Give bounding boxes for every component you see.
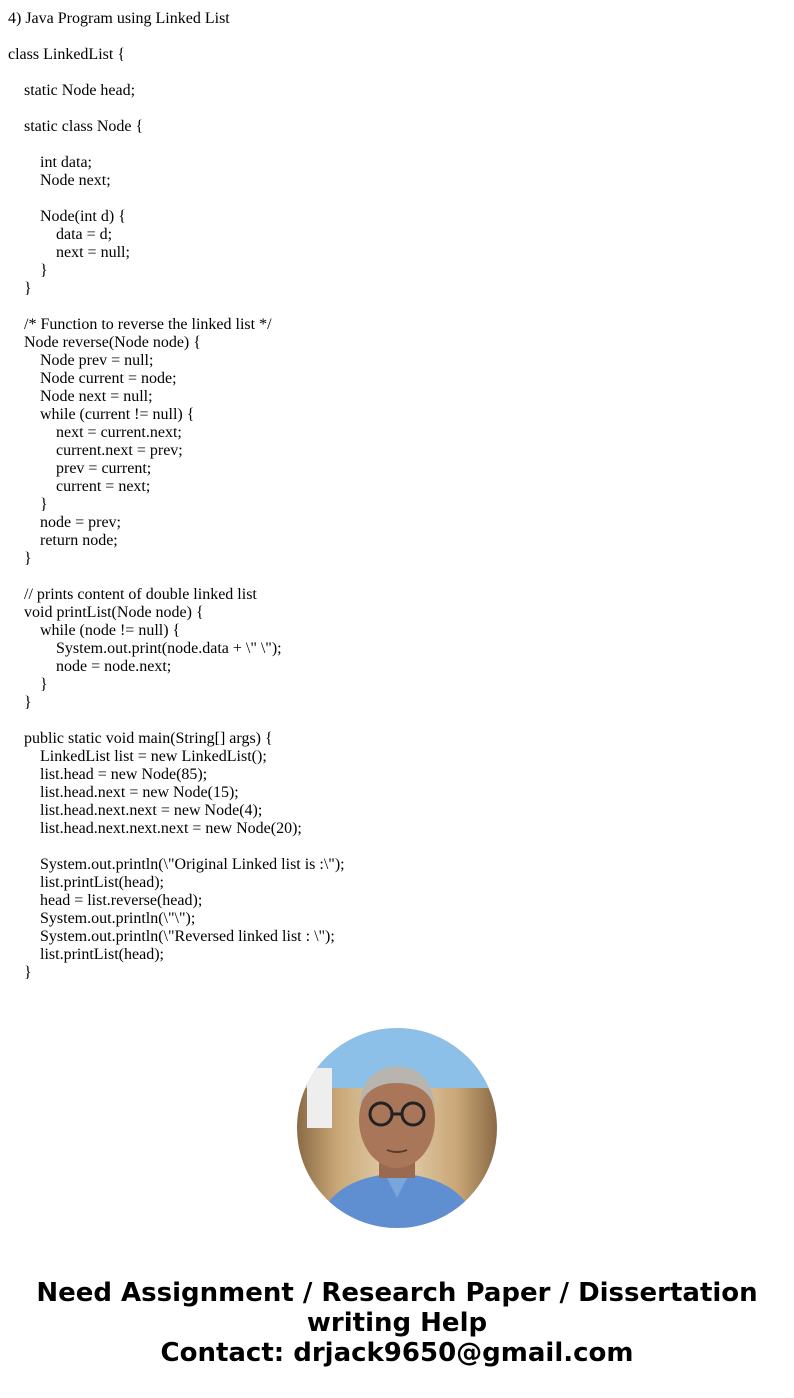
code-line: next = null; [56, 244, 130, 261]
code-line: head = list.reverse(head); [40, 892, 203, 909]
footer-contact [0, 1278, 794, 1368]
code-line: next = current.next; [56, 424, 182, 441]
footer-line-1: Need Assignment / Research Paper / Dissertation [36, 1278, 758, 1308]
code-line: class LinkedList { [8, 46, 125, 63]
code-line: System.out.print(node.data + \" \"); [56, 640, 282, 657]
code-line: list.printList(head); [40, 946, 164, 963]
code-line: Node reverse(Node node) { [24, 334, 201, 351]
code-line: list.head = new Node(85); [40, 766, 208, 783]
code-line: static class Node { [24, 118, 144, 135]
code-line: } [24, 964, 32, 981]
code-line: LinkedList list = new LinkedList(); [40, 748, 267, 765]
code-line: System.out.println(\"Reversed linked list : \"); [40, 928, 335, 945]
code-line: return node; [40, 532, 118, 549]
code-line: Node next; [40, 172, 111, 189]
code-line: } [40, 262, 48, 279]
footer-contact-email: Contact: drjack9650@gmail.com [160, 1338, 634, 1368]
code-line: current.next = prev; [56, 442, 183, 459]
code-line: list.printList(head); [40, 874, 164, 891]
code-line: public static void main(String[] args) { [24, 730, 273, 747]
code-line: prev = current; [56, 460, 152, 477]
code-line: } [24, 694, 32, 711]
code-line: list.head.next.next = new Node(4); [40, 802, 263, 819]
code-line [8, 136, 345, 154]
heading: 4) Java Program using Linked List [8, 10, 230, 27]
code-line [8, 712, 345, 730]
code-line [8, 190, 345, 208]
code-line: while (current != null) { [40, 406, 195, 423]
code-line: current = next; [56, 478, 151, 495]
code-line: } [40, 496, 48, 513]
code-line: // prints content of double linked list [24, 586, 257, 603]
code-listing [8, 10, 345, 982]
code-line: System.out.println(\"\"); [40, 910, 196, 927]
code-line: node = prev; [40, 514, 121, 531]
code-line [8, 568, 345, 586]
code-line: } [24, 280, 32, 297]
code-line: void printList(Node node) { [24, 604, 204, 621]
code-line: list.head.next.next.next = new Node(20); [40, 820, 302, 837]
code-line: } [24, 550, 32, 567]
code-line: list.head.next = new Node(15); [40, 784, 239, 801]
code-line: System.out.println(\"Original Linked list is :\"); [40, 856, 345, 873]
code-line: while (node != null) { [40, 622, 181, 639]
code-line [8, 64, 345, 82]
code-line: Node next = null; [40, 388, 153, 405]
code-line: /* Function to reverse the linked list */ [24, 316, 272, 333]
code-line [8, 298, 345, 316]
code-line: Node(int d) { [40, 208, 126, 225]
code-line [8, 28, 345, 46]
code-line: static Node head; [24, 82, 136, 99]
code-line: Node prev = null; [40, 352, 154, 369]
footer-line-2: writing Help [306, 1308, 488, 1338]
code-line [8, 838, 345, 856]
author-photo [297, 1028, 497, 1228]
code-line: } [40, 676, 48, 693]
code-line: int data; [40, 154, 92, 171]
code-line: node = node.next; [56, 658, 172, 675]
code-line: Node current = node; [40, 370, 177, 387]
code-line: data = d; [56, 226, 113, 243]
code-line [8, 100, 345, 118]
